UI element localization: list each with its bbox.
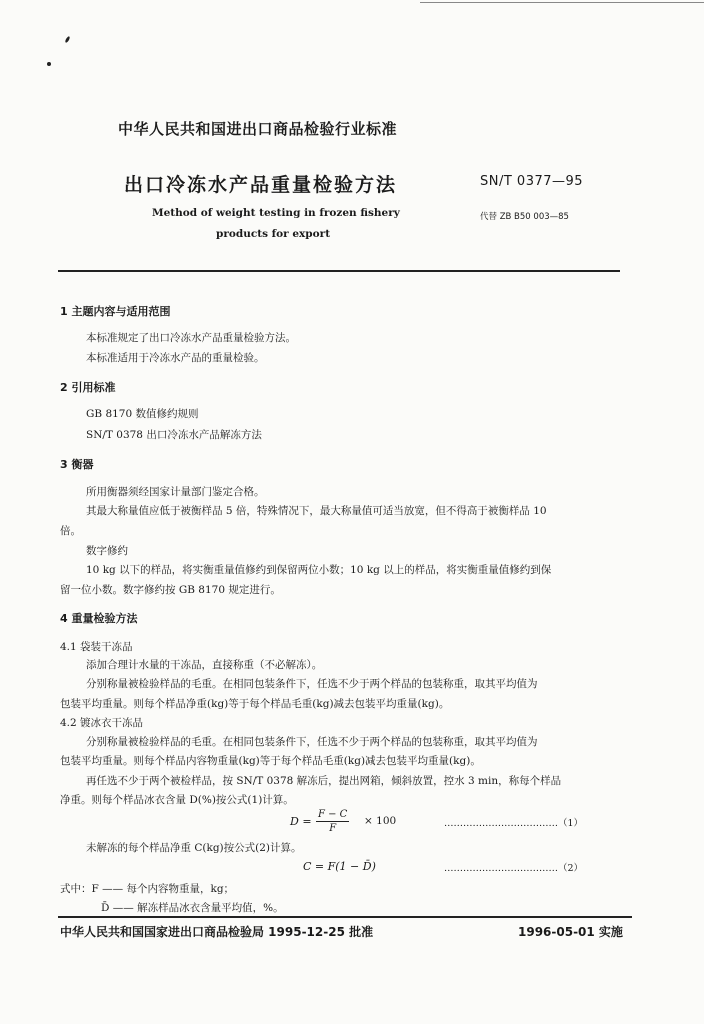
subsection-4-2-paragraph: 再任选不少于两个被检样品，按 SN/T 0378 解冻后，提出网箱，倾斜放置，控水 3 min，称每个样品: [86, 775, 562, 787]
english-title-line2: products for export: [216, 228, 331, 240]
subsection-4-2-paragraph: 包装平均重量。则每个样品内容物重量(kg)等于每个样品毛重(kg)减去包装平均重量(kg)。: [60, 755, 481, 767]
section-3-paragraph: 所用衡器须经国家计量部门鉴定合格。: [86, 486, 265, 498]
footer-divider: [58, 916, 632, 918]
standard-code: SN/T 0377—95: [480, 174, 584, 189]
section-3-paragraph: 10 kg 以下的样品，将实衡重量值修约到保留两位小数；10 kg 以上的样品，将实衡重量值修约到保: [86, 564, 552, 576]
formula-1-denominator: F: [329, 823, 337, 834]
reference-item: SN/T 0378 出口冷冻水产品解冻方法: [86, 429, 262, 441]
document-title: 出口冷冻水产品重量检验方法: [124, 174, 398, 196]
scan-dot: [47, 62, 51, 66]
subsection-4-2-paragraph: 分别称量被检验样品的毛重。在相同包装条件下，任选不少于两个样品的包装称重，取其平均值为: [86, 736, 538, 748]
subsection-4-2-paragraph: 净重。则每个样品冰衣含量 D(%)按公式(1)计算。: [60, 794, 294, 806]
header-divider: [58, 270, 620, 272]
symbol-definition: D̄ —— 解冻样品冰衣含量平均值，%。: [101, 902, 284, 914]
section-1-heading: 1 主题内容与适用范围: [60, 305, 171, 318]
approval-line: 中华人民共和国国家进出口商品检验局 1995-12-25 批准: [60, 925, 374, 939]
subsection-4-2-paragraph: 未解冻的每个样品净重 C(kg)按公式(2)计算。: [86, 842, 302, 854]
subsection-4-1-paragraph: 添加合理计水量的干冻品，直接称重（不必解冻）。: [86, 659, 323, 671]
section-3-paragraph: 数字修约: [86, 545, 128, 557]
scan-edge-line: [420, 2, 704, 3]
section-2-heading: 2 引用标准: [60, 381, 116, 394]
section-3-paragraph: 倍。: [60, 525, 81, 537]
subsection-4-2-heading: 4.2 镀冰衣干冻品: [60, 717, 144, 729]
issuing-organization: 中华人民共和国进出口商品检验行业标准: [118, 120, 398, 138]
formula-1-rhs: × 100: [364, 815, 397, 827]
subsection-4-1-heading: 4.1 袋装干冻品: [60, 641, 133, 653]
reference-item: GB 8170 数值修约规则: [86, 408, 199, 420]
subsection-4-1-paragraph: 包装平均重量。则每个样品净重(kg)等于每个样品毛重(kg)减去包装平均重量(kg)。: [60, 698, 450, 710]
replaces-standard: 代替 ZB B50 003—85: [480, 212, 569, 222]
section-4-heading: 4 重量检验方法: [60, 612, 138, 625]
formula-1-number: ………………………………（1）: [444, 818, 584, 829]
formula-1-numerator: F − C: [318, 809, 348, 820]
subsection-4-1-paragraph: 分别称量被检验样品的毛重。在相同包装条件下，任选不少于两个样品的包装称重，取其平均值为: [86, 678, 538, 690]
symbol-definition: 式中：F —— 每个内容物重量，kg；: [60, 883, 235, 895]
effective-date: 1996-05-01 实施: [518, 925, 623, 939]
section-3-heading: 3 衡器: [60, 458, 94, 471]
scan-mark: [64, 36, 70, 44]
formula-1-fraction: [316, 808, 349, 835]
formula-2: C = F(1 − D̄): [303, 860, 376, 873]
section-3-paragraph: 其最大称量值应低于被衡样品 5 倍，特殊情况下，最大称量值可适当放宽，但不得高于被衡样品 10: [86, 505, 547, 517]
section-1-paragraph: 本标准规定了出口冷冻水产品重量检验方法。: [86, 332, 296, 344]
section-3-paragraph: 留一位小数。数字修约按 GB 8170 规定进行。: [60, 584, 281, 596]
section-1-paragraph: 本标准适用于冷冻水产品的重量检验。: [86, 352, 265, 364]
english-title-line1: Method of weight testing in frozen fishery: [152, 207, 400, 219]
formula-2-number: ………………………………（2）: [444, 863, 584, 874]
formula-1-lhs: D =: [290, 815, 312, 828]
